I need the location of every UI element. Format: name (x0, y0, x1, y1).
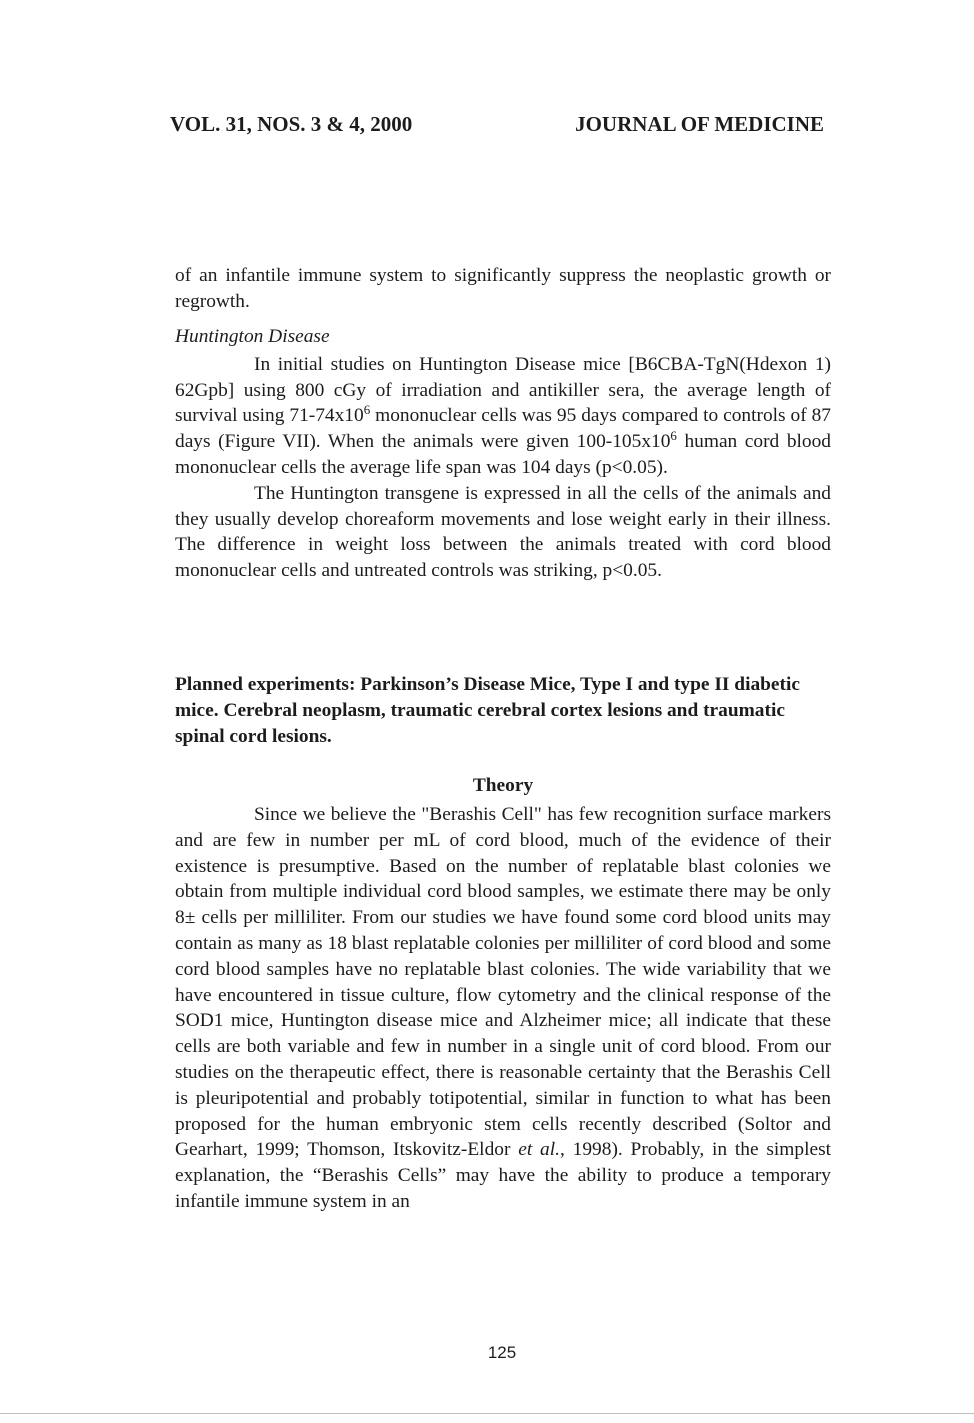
page-number: 125 (487, 1343, 517, 1362)
huntington-p1-part-a: In initial studies on Huntington Disease mice [B6CBA-TgN(Hdexon 1) 62Gpb] using 800 cGy of irradiation and antikiller sera, the average length of survival using 71-74x10 (175, 353, 831, 427)
theory-text-b: , 1998). Probably, in the simplest explanation, the “Berashis Cells” may have the ability to produce a temporary infantile immune system in an (175, 1139, 832, 1212)
planned-experiments-heading: Planned experiments: Parkinson’s Disease Mice, Type I and type II diabetic mice. Cerebral neoplasm, traumatic cerebral cortex lesions and traumatic spinal cord lesions. (175, 674, 800, 747)
journal-title: JOURNAL OF MEDICINE (575, 112, 824, 136)
intro-paragraph (175, 263, 831, 315)
bottom-rule (0, 1413, 974, 1414)
theory-section (175, 802, 831, 1215)
huntington-p1-part-b: mononuclear cells was 95 days compared to controls of 87 days (Figure VII). When the animals were given 100-105x10 (175, 405, 831, 453)
huntington-paragraph-1 (175, 352, 831, 481)
journal-volume: VOL. 31, NOS. 3 & 4, 2000 (170, 112, 413, 136)
intro-text: of an infantile immune system to significantly suppress the neoplastic growth or regrowth. (175, 265, 831, 312)
exponent-2: 6 (670, 428, 677, 444)
huntington-paragraph-2: The Huntington transgene is expressed in all the cells of the animals and they usually develop choreaform movements and lose weight early in their illness. The difference in weight loss between the animals treated with cord blood mononuclear cells and untreated controls was striking, p<0.05. (175, 482, 831, 582)
theory-paragraph (175, 802, 831, 1215)
huntington-heading: Huntington Disease (175, 326, 330, 347)
huntington-p1-part-c: human cord blood mononuclear cells the average life span was 104 days (p<0.05). (175, 431, 831, 478)
theory-heading: Theory (472, 775, 534, 796)
exponent-1: 6 (363, 402, 371, 418)
huntington-section (175, 324, 831, 584)
theory-text-a: Since we believe the "Berashis Cell" has few recognition surface markers and are few in number per mL of cord blood, much of the evidence of their existence is presumptive. Based on the number of replatable blast colonies we obtain from multiple individual cord blood samples, we estimate there may be only 8± cells per milliliter. From our studies we have found some cord blood units may contain as many as 18 blast replatable colonies per milliliter of cord blood and some cord blood samples have no replatable blast colonies. The wide variability that we have encountered in tissue culture, flow cytometry and the clinical response of the SOD1 mice, Huntington disease mice and Alzheimer mice; all indicate that these cells are both variable and few in number in a single unit of cord blood. From our studies on the therapeutic effect, there is reasonable certainty that the Berashis Cell is pleuripotential and probably totipotential, similar in function to what has been proposed for the human embryonic stem cells recently described (Soltor and Gearhart, 1999; Thomson, Itskovitz-Eldor (175, 804, 831, 1161)
theory-et-al: et al. (518, 1139, 560, 1161)
